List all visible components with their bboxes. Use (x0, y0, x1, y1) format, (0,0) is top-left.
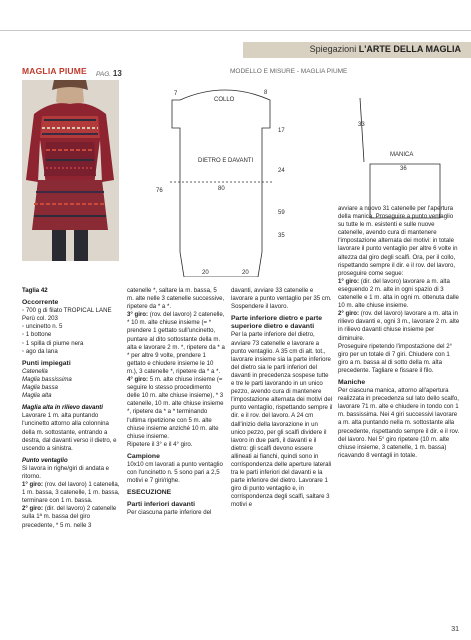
stitch-item: Maglia alta (22, 392, 52, 400)
section-header: Spiegazioni L'ARTE DELLA MAGLIA (309, 44, 461, 54)
svg-text:8: 8 (264, 90, 268, 96)
maniche-text: Per ciascuna manica, attorno all'apertura realizzata in precedenza sul lato dello scalfo, lavorare 71 m. alte e chiudere in tondo con 1 m. bassissima. Nei 4 giri successivi lavorare a m. alta puntando nella m. sottostante alla precedente, rispettando sempre il dir. e il rov. del lavoro. Nel 5° giro ripetere (10 m. alte chiuse insieme, 3 catenelle, 1 m. bassa) ricavando 8 ventagli in totale. (338, 387, 460, 459)
section-title: L'ARTE DELLA MAGLIA (358, 44, 461, 54)
svg-text:59: 59 (278, 210, 285, 216)
stitch-item: Catenella (22, 367, 48, 375)
round-1: 1° giro: (rov. del lavoro) 1 catenella, 1 m. bassa, 3 catenelle, 1 m. bassa, terminare con 1 m. bassa. (22, 481, 120, 505)
materials-heading: Occorrente (22, 299, 59, 307)
article-title: MAGLIA PIUME (22, 66, 87, 76)
parte-inferiore-heading: Parte inferiore dietro e parte superiore dietro e davanti (231, 315, 323, 331)
stitches-heading: Punti impiegati (22, 359, 71, 367)
svg-text:20: 20 (242, 270, 249, 276)
material-item: ◦ uncinetto n. 5 (22, 323, 63, 331)
dietro-davanti-label: DIETRO E DAVANTI (198, 158, 254, 164)
model-photo (22, 80, 119, 261)
material-item: ◦ 1 spilla di piume nera (22, 339, 84, 347)
round-2: 2° giro: (dir. del lavoro) 2 catenelle sulla 1ª m. bassa del giro precedente, * 5 m. nelle 3 (22, 505, 117, 529)
punto-ventaglio-heading: Punto ventaglio (22, 456, 68, 464)
material-item: ◦ 1 bottone (22, 331, 52, 339)
photo-caption: Taglia 42 (22, 287, 48, 294)
esecuzione-heading: ESECUZIONE (127, 489, 172, 497)
paragraph: avviare a nuovo 31 catenelle per l'apertura della manica. Proseguire a punto ventaglio su tutte le m. esistenti e sulle nuove catenelle, avendo cura di mantenere l'impostazione alternata dei motivi: in totale lavorare il punto ventaglio per altre 6 volte in altezza dal giro degli scalfi. Ora, per il collo, rispettando sempre il dir. e il rov. del lavoro, proseguire come segue: (338, 205, 458, 277)
svg-text:36: 36 (400, 166, 407, 172)
column-3 (231, 287, 333, 510)
header-rule (0, 30, 471, 31)
maniche-heading: Maniche (338, 378, 366, 386)
collo-label: COLLO (214, 97, 235, 103)
paragraph: Proseguire ripetendo l'impostazione del 2° giro per un totale di 7 giri. Chiudere con 1 giro a m. bassa al di sotto della m. alta precedente. Tagliare e fissare il filo. (338, 342, 453, 374)
svg-text:7: 7 (174, 91, 178, 97)
round-3: 3° giro: (rov. del lavoro) 2 catenelle, * 10 m. alte chiuse insieme (= * prendere 1 gettato sull'uncinetto, puntare al dito sottostante della m. alta e lavorare 2 m. *, ripetere da * a * per altre 9 volte, prendere 1 gettato e chiudere insieme le 10 m.), 3 catenelle *, ripetere da * a *. (127, 311, 225, 375)
schema-title: MODELLO E MISURE - MAGLIA PIUME (230, 68, 348, 75)
collo-round-1: 1° giro: (dir. del lavoro) lavorare a m. alta eseguendo 2 m. alte in ogni spazio di 3 catenelle e 1 m. alta in ogni m. ottenuta dalle 10 m. alte chiuse insieme. (338, 277, 459, 310)
material-item: ◦ ago da lana (22, 347, 58, 355)
svg-text:76: 76 (156, 188, 163, 194)
campione-heading: Campione (127, 452, 160, 460)
svg-text:80: 80 (218, 186, 225, 192)
stitch-item: Maglia bassa (22, 384, 58, 392)
page-number: 31 (451, 626, 459, 633)
svg-text:33: 33 (358, 122, 365, 128)
stitch-item: Maglia bassissima (22, 375, 72, 383)
svg-text:20: 20 (202, 270, 209, 276)
column-2 (127, 287, 225, 518)
paragraph: davanti, avviare 33 catenelle e lavorare a punto ventaglio per 35 cm. Sospendere il lavoro. (231, 287, 332, 311)
punto-ventaglio-text: Si lavora in righe/giri di andata e ritorno. (22, 464, 110, 480)
round-4: 4° giro: 5 m. alte chiuse insieme (= seguire lo stesso procedimento delle 10 m. alte chiuse insieme), * 3 catenelle, 10 m. alte chiuse insieme *, ripetere da * a * terminando l'ultima ripetizione con 5 m. alte chiuse insieme anziché 10 m. alte chiuse insieme. (127, 376, 224, 440)
repeat-note: Ripetere il 3° e il 4° giro. (127, 440, 193, 448)
svg-text:35: 35 (278, 233, 285, 239)
svg-text:24: 24 (278, 168, 285, 174)
column-4 (338, 205, 460, 460)
parti-inferiori-heading: Parti inferiori davanti (127, 501, 195, 509)
body-outline (172, 90, 270, 277)
collo-round-2: 2° giro: (rov. del lavoro) lavorare a m. alta in rilievo davanti e, ogni 3 m., lavorare 2 m. alte in rilievo davanti chiuse insieme per diminuire. (338, 310, 460, 342)
page-reference: PAG. 13 (96, 69, 122, 78)
svg-text:17: 17 (278, 128, 285, 134)
manica-label: MANICA (390, 152, 414, 158)
paragraph: catenelle *, saltare la m. bassa, 5 m. alte nelle 3 catenelle successive, ripetere da * a *. (127, 287, 225, 311)
material-item: ◦ 700 g di filato TROPICAL LANE Perù col. 203 (22, 307, 112, 323)
parti-inferiori-text: Per ciascuna parte inferiore del (127, 509, 212, 517)
maglia-alta-heading: Maglia alta in rilievo davanti (22, 404, 103, 412)
maglia-alta-text: Lavorare 1 m. alta puntando l'uncinetto attorno alla colonnina della m. sottostante, entrando a destra, dal davanti verso il dietro, e uscendo a sinistra. (22, 412, 117, 452)
campione-text: 10x10 cm lavorati a punto ventaglio con l'uncinetto n. 5 sono pari a 2,5 motivi e 7 giri/righe. (127, 460, 223, 485)
parte-inferiore-text: Per la parte inferiore del dietro, avviare 73 catenelle e lavorare a punto ventaglio. A 35 cm di alt. tot., lavorare insieme sia la parte inferiore del dietro sia le parti inferiori del davanti in precedenza sospese tutte e tre le parti lavorando in un unico pezzo, avendo cura di mantenere l'impostazione alternata dei motivi del punto ventaglio, rispettando sempre il dir. e il rov. del lavoro. A 24 cm dall'inizio della lavorazione in un unico pezzo, per gli scalfi dividere il lavoro in due parti, il davanti e il dietro: gli scalfi devono essere allineati ai fianchi, quindi sono in corrispondenza delle aperture laterali tra le parti inferiori del davanti e la parte inferiore del dietro. Lavorare 1 giro di punto ventaglio e, in corrispondenza degli scalfi, saltare 3 motivi e (231, 331, 333, 509)
column-1 (22, 287, 120, 530)
